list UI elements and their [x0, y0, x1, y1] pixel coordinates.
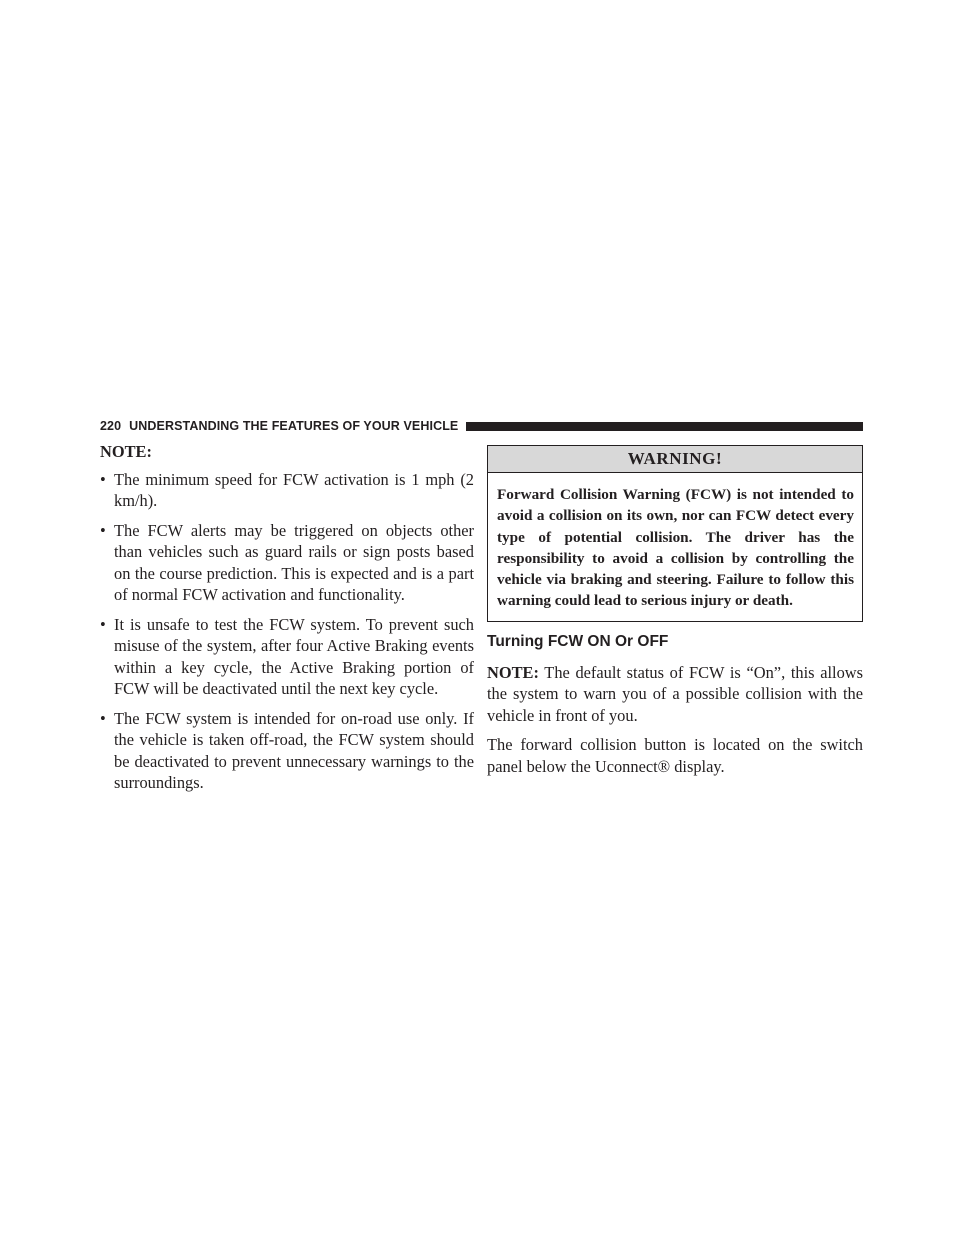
note-label: NOTE:	[487, 662, 539, 682]
bullet-icon: •	[100, 469, 106, 489]
note-paragraph	[487, 662, 863, 727]
running-header	[100, 418, 863, 434]
section-heading: Turning FCW ON Or OFF	[487, 632, 669, 650]
bullet-text: The minimum speed for FCW activation is 1 mph (2 km/h).	[114, 469, 474, 510]
body-paragraph: The forward collision button is located on the switch panel below the Uconnect® display.	[487, 735, 863, 776]
bullet-icon: •	[100, 520, 106, 540]
bullet-icon: •	[100, 614, 106, 634]
note-heading: NOTE:	[100, 442, 152, 461]
header-rule	[466, 422, 863, 431]
bullet-text: It is unsafe to test the FCW system. To prevent such misuse of the system, after four Active Braking events within a key cycle, the Active Braking portion of FCW will be deactivated until the next key cycle.	[114, 614, 474, 698]
bullet-icon: •	[100, 708, 106, 728]
warning-body: Forward Collision Warning (FCW) is not intended to avoid a collision on its own, nor can FCW detect every type of potential collision. The driver has the responsibility to avoid a collision by controlling the vehicle via braking and steering. Failure to follow this warning could lead to serious injury or death.	[497, 486, 854, 610]
page-number: 220	[100, 419, 122, 433]
bullet-item	[100, 614, 474, 700]
warning-box	[487, 445, 863, 622]
right-column	[487, 445, 863, 785]
note-bullet-list	[100, 469, 474, 794]
left-column	[100, 441, 474, 802]
bullet-item	[100, 469, 474, 512]
warning-title: WARNING!	[488, 446, 862, 473]
note-text: The default status of FCW is “On”, this allows the system to warn you of a possible collision with the vehicle in front of you.	[487, 662, 863, 725]
bullet-text: The FCW alerts may be triggered on objects other than vehicles such as guard rails or sign posts based on the course prediction. This is expected and is a part of normal FCW activation and functionality.	[114, 520, 474, 604]
chapter-title: UNDERSTANDING THE FEATURES OF YOUR VEHICLE	[129, 419, 459, 433]
bullet-item	[100, 520, 474, 606]
bullet-item	[100, 708, 474, 794]
bullet-text: The FCW system is intended for on-road use only. If the vehicle is taken off-road, the FCW system should be deactivated to prevent unnecessary warnings to the surroundings.	[114, 708, 474, 792]
